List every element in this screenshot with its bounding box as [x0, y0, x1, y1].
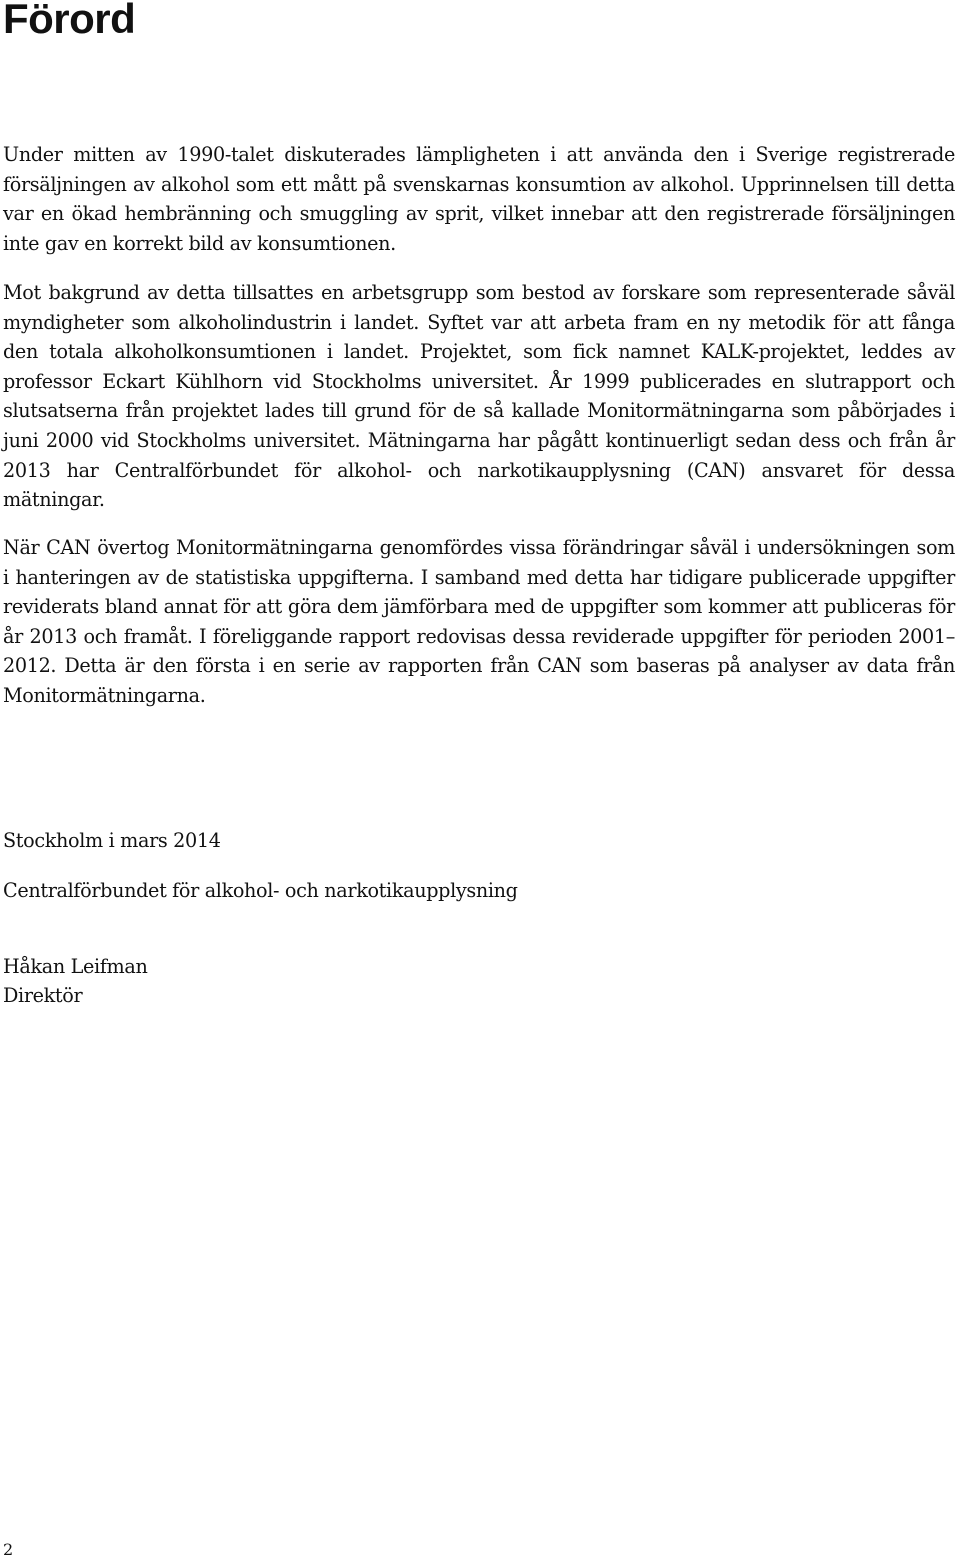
- organization-name: Centralförbundet för alkohol- och narkotikaupplysning: [3, 879, 518, 902]
- signer-role: Direktör: [3, 984, 83, 1007]
- foreword-paragraph-1: Under mitten av 1990-talet diskuterades lämpligheten i att använda den i Sverige registrerade försäljningen av alkohol som ett mått på svenskarnas konsumtion av alkohol. Upprinnelsen till detta var en ökad hembränning och smuggling av sprit, vilket innebar att den registrerade försäljningen inte gav en korrekt bild av konsumtionen.: [3, 143, 955, 255]
- place-date: Stockholm i mars 2014: [3, 829, 221, 852]
- foreword-paragraph-2: Mot bakgrund av detta tillsattes en arbetsgrupp som bestod av forskare som representerade såväl myndigheter som alkoholindustrin i landet. Syftet var att arbeta fram en ny metodik för att fånga den totala alkoholkonsumtionen i landet. Projektet, som fick namnet KALK-projektet, leddes av professor Eckart Kühlhorn vid Stockholms universitet. År 1999 publicerades en slutrapport och slutsatserna från projektet lades till grund för de så kallade Monitormätningarna som påbörjades i juni 2000 vid Stockholms universitet. Mätningarna har pågått kontinuerligt sedan dess och från år 2013 har Centralförbundet för alkohol- och narkotikaupplysning (CAN) ansvaret för dessa mätningar.: [3, 281, 955, 512]
- foreword-paragraph-3: När CAN övertog Monitormätningarna genomfördes vissa förändringar såväl i undersökningen som i hanteringen av de statistiska uppgifterna. I samband med detta har tidigare publicerade uppgifter reviderats bland annat för att göra dem jämförbara med de uppgifter som kommer att publiceras för år 2013 och framåt. I föreliggande rapport redovisas dessa reviderade uppgifter för perioden 2001–2012. Detta är den första i en serie av rapporten från CAN som baseras på analyser av data från Monitormätningarna.: [3, 536, 955, 707]
- page-title: Förord: [3, 0, 136, 42]
- signer-name: Håkan Leifman: [3, 955, 148, 978]
- page-number: 2: [3, 1540, 14, 1559]
